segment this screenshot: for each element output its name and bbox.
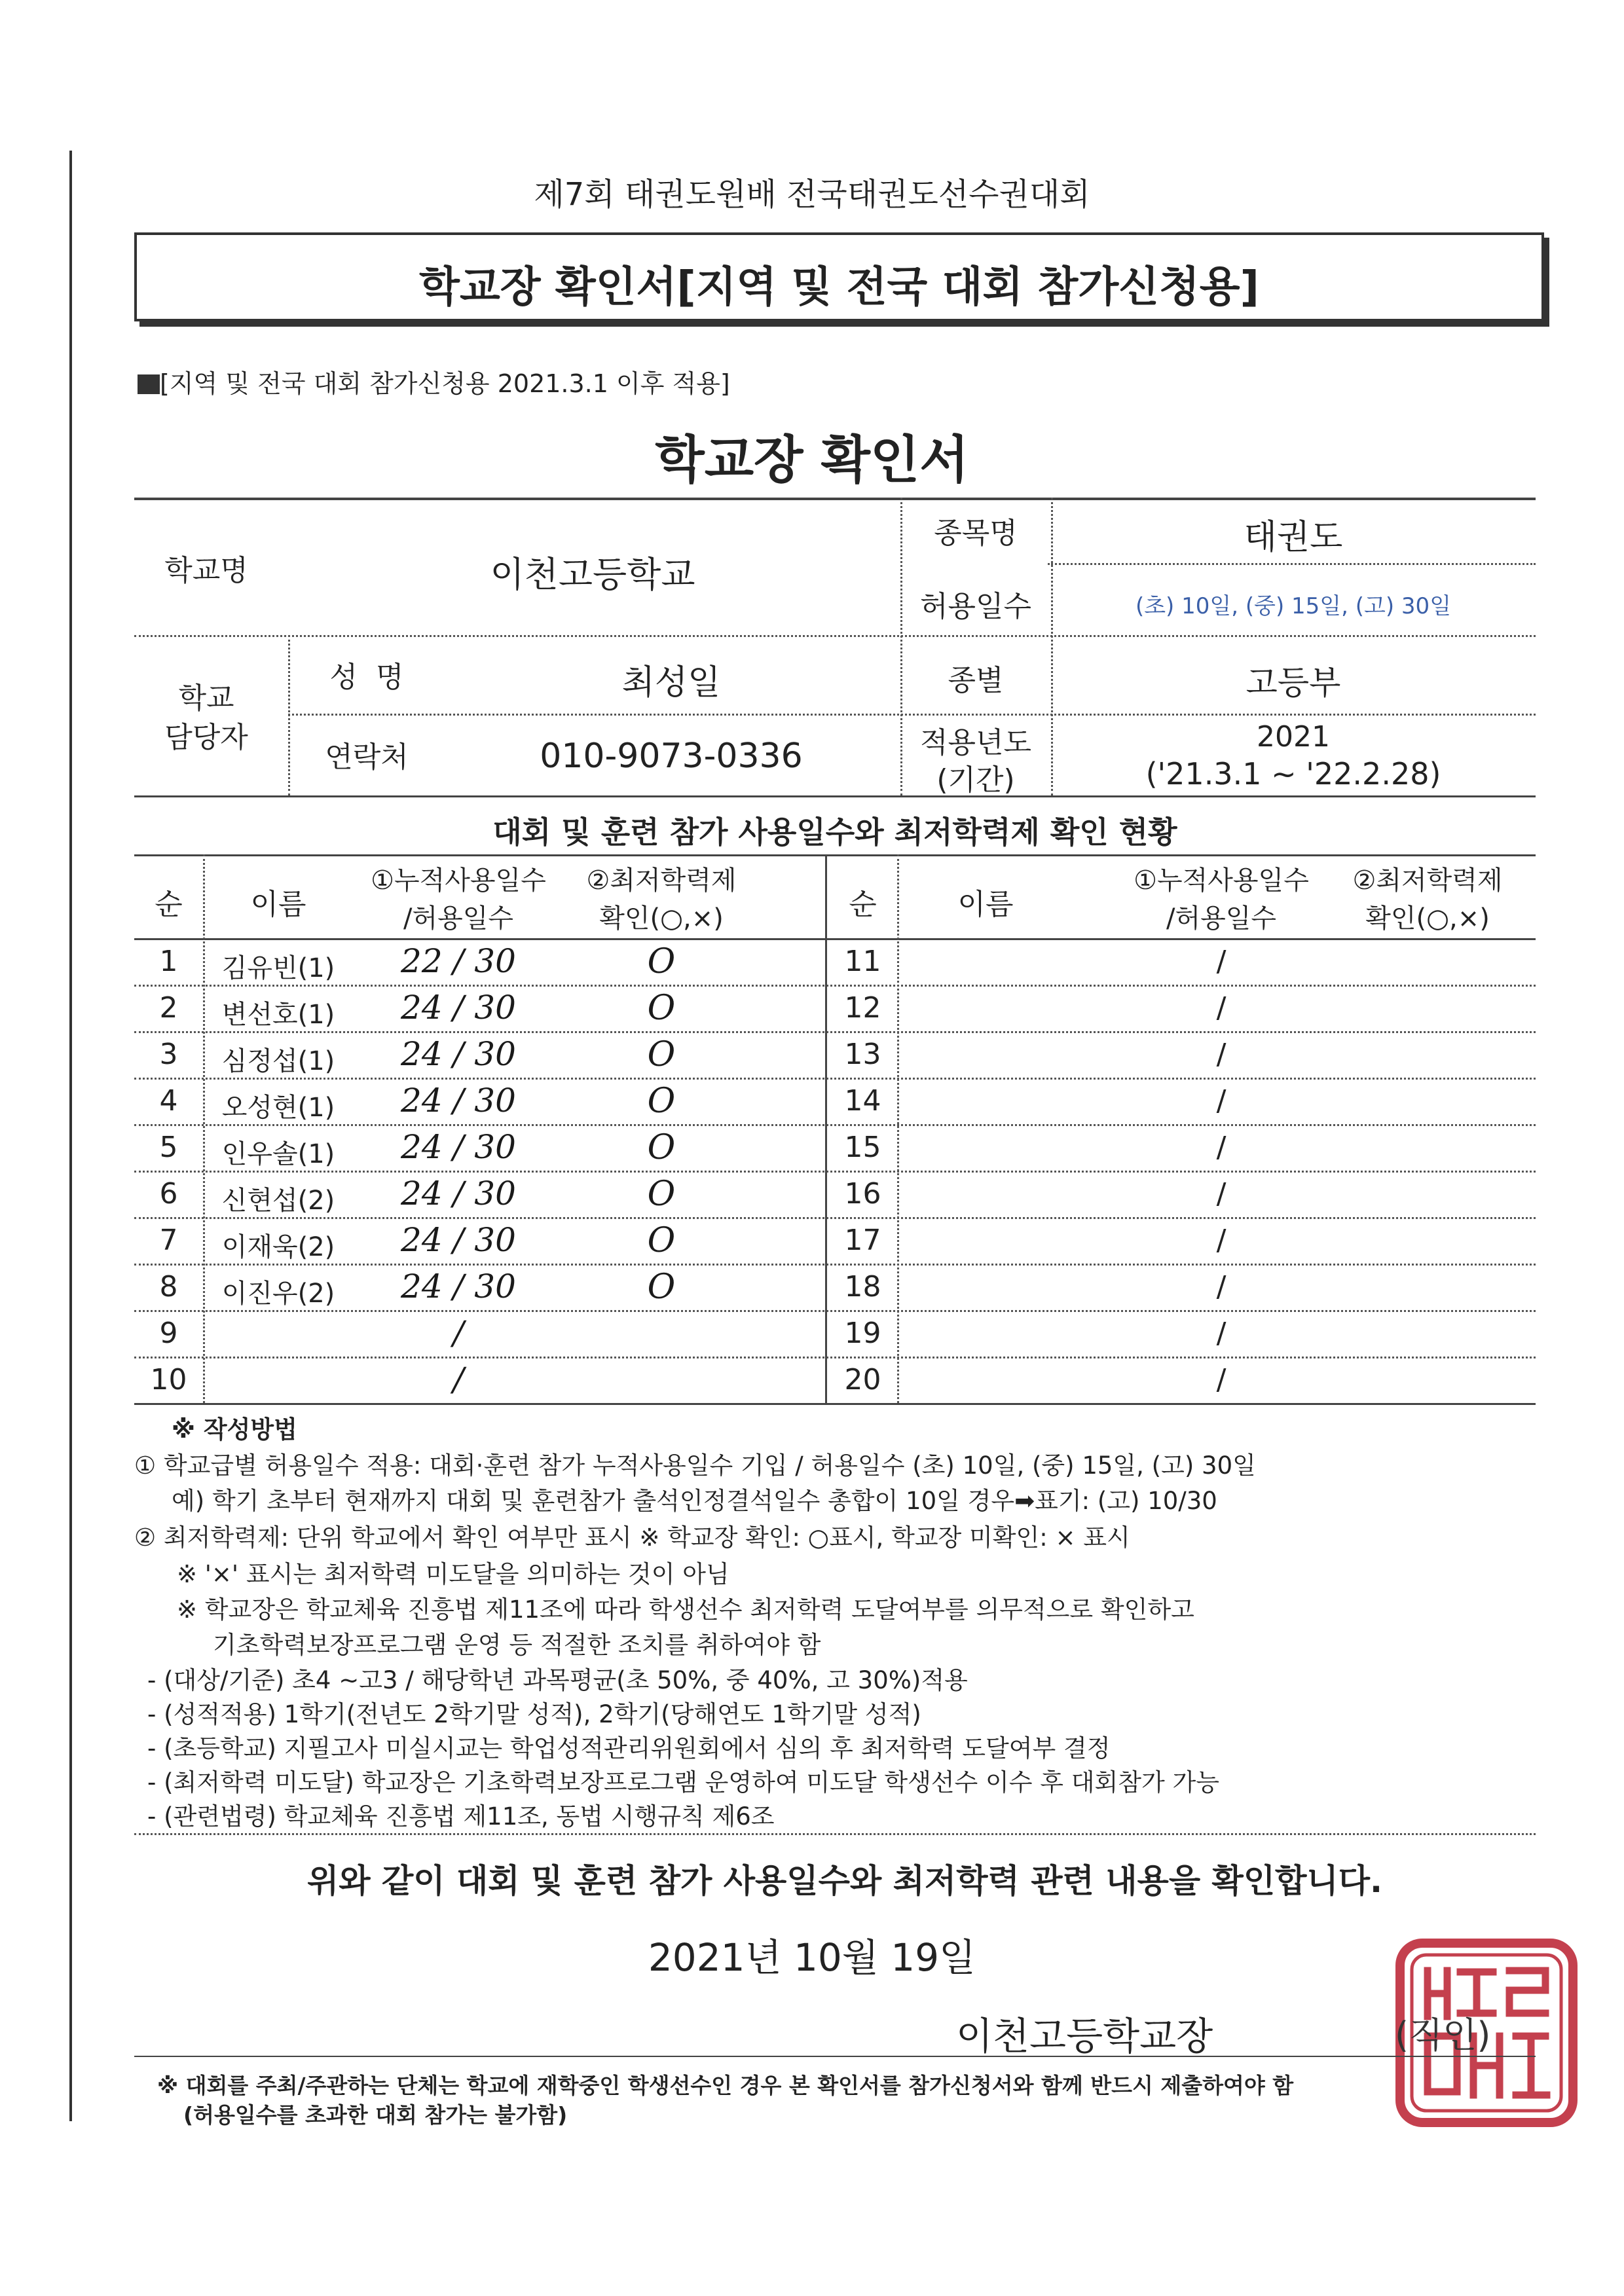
- header-name-right: 이름: [957, 888, 1014, 921]
- row-no: 14: [844, 1084, 881, 1118]
- table-header-line: [134, 938, 1536, 940]
- row-name: 이재욱(2): [221, 1232, 335, 1262]
- year-label-1: 적용년도: [919, 726, 1031, 759]
- row-days: /: [1216, 1131, 1227, 1164]
- footer-line-2: (허용일수를 초과한 대회 참가는 불가함): [183, 2102, 568, 2128]
- note-2-c: 기초학력보장프로그램 운영 등 적절한 조치를 취하여야 함: [213, 1631, 821, 1659]
- row-no: 12: [844, 991, 881, 1025]
- confirm-statement: 위와 같이 대회 및 훈련 참가 사용일수와 최저학력 관련 내용을 확인합니다.: [306, 1862, 1383, 1900]
- table-title: 대회 및 훈련 참가 사용일수와 최저학력제 확인 현황: [492, 814, 1177, 850]
- row-no: 5: [159, 1131, 178, 1164]
- row-no: 19: [844, 1317, 881, 1350]
- contact-value: 010-9073-0336: [540, 737, 803, 776]
- row-days: /: [1216, 1224, 1227, 1257]
- row-days: /: [1216, 945, 1227, 978]
- row-line-1: [134, 985, 1536, 987]
- row-days: 24 / 30: [401, 989, 516, 1027]
- row-check: O: [647, 1175, 676, 1214]
- detail-2: - (성적적용) 1학기(전년도 2학기말 성적), 2학기(당해연도 1학기말 성적): [147, 1700, 921, 1728]
- main-title: 학교장 확인서: [655, 431, 969, 490]
- row-name: 심정섭(1): [221, 1046, 335, 1076]
- table-bottom-line: [134, 1403, 1536, 1405]
- row-line-7: [134, 1264, 1536, 1266]
- row-no: 15: [844, 1131, 881, 1164]
- row-name: 인우솔(1): [221, 1139, 335, 1169]
- info-line-sport: [1048, 563, 1536, 565]
- sport-value: 태권도: [1244, 518, 1343, 557]
- row-line-2: [134, 1031, 1536, 1033]
- row-days: /: [1216, 1363, 1227, 1396]
- row-no: 7: [159, 1224, 178, 1257]
- year-value-2: ('21.3.1 ~ '22.2.28): [1145, 756, 1441, 792]
- header-check-left-2: 확인(○,×): [599, 903, 724, 934]
- table-top-line: [134, 854, 1536, 856]
- row-no: 8: [159, 1270, 178, 1303]
- row-days: /: [1216, 1317, 1227, 1350]
- row-line-9: [134, 1357, 1536, 1358]
- header-days-left-2: /허용일수: [403, 903, 514, 934]
- manager-label-1: 학교: [178, 682, 234, 715]
- row-check: O: [647, 1221, 676, 1260]
- contact-label: 연락처: [325, 740, 409, 774]
- info-line-manager: [288, 714, 1536, 716]
- row-no: 13: [844, 1038, 881, 1071]
- row-days: /: [1216, 1177, 1227, 1211]
- name-label: 성 명: [329, 661, 404, 694]
- title-box: [134, 232, 1544, 321]
- note-2-a: ※ '×' 표시는 최저학력 미도달을 의미하는 것이 아님: [177, 1560, 729, 1588]
- table-vline-right-1: [897, 854, 899, 1403]
- header-days-left-1: ①누적사용일수: [371, 866, 546, 896]
- row-check: O: [647, 1082, 676, 1121]
- row-name: 오성현(1): [221, 1093, 335, 1123]
- row-line-8: [134, 1310, 1536, 1312]
- row-check: O: [647, 989, 676, 1028]
- allowed-value: (초) 10일, (중) 15일, (고) 30일: [1135, 593, 1452, 619]
- row-no: 6: [159, 1177, 178, 1211]
- school-value: 이천고등학교: [490, 554, 695, 595]
- header-days-right-2: /허용일수: [1166, 903, 1277, 934]
- row-days: 24 / 30: [401, 1128, 516, 1166]
- row-check: O: [647, 1035, 676, 1074]
- principal-name: 이천고등학교장: [956, 2014, 1213, 2058]
- notes-heading: ※ 작성방법: [172, 1415, 297, 1444]
- row-days: /: [1216, 991, 1227, 1025]
- row-line-4: [134, 1124, 1536, 1126]
- subheader-text: [지역 및 전국 대회 참가신청용 2021.3.1 이후 적용]: [160, 369, 730, 398]
- footer-line-1: ※ 대회를 주최/주관하는 단체는 학교에 재학중인 학생선수인 경우 본 확인서를 참가신청서와 함께 반드시 제출하여야 함: [157, 2073, 1294, 2098]
- note-1: ① 학교급별 허용일수 적용: 대회·훈련 참가 누적사용일수 기입 / 허용일수 (초) 10일, (중) 15일, (고) 30일: [134, 1451, 1256, 1480]
- row-days: 24 / 30: [401, 1082, 516, 1120]
- manager-label-2: 담당자: [164, 721, 248, 754]
- row-days: 24 / 30: [401, 1267, 516, 1305]
- header-name-left: 이름: [250, 888, 306, 921]
- subheader: [138, 363, 730, 399]
- header-check-right-1: ②최저학력제: [1352, 866, 1503, 896]
- row-no: 9: [159, 1317, 178, 1350]
- name-value: 최성일: [621, 663, 721, 702]
- confirm-date: 2021년 10월 19일: [648, 1935, 976, 1980]
- row-no: 18: [844, 1270, 881, 1303]
- row-no: 17: [844, 1224, 881, 1257]
- row-no: 10: [150, 1363, 187, 1396]
- row-name: 이진우(2): [221, 1279, 335, 1309]
- year-value-1: 2021: [1257, 720, 1330, 754]
- row-check: O: [647, 1128, 676, 1167]
- row-name: 신현섭(2): [221, 1186, 335, 1216]
- row-line-3: [134, 1078, 1536, 1080]
- detail-1: - (대상/기준) 초4 ~고3 / 해당학년 과목평균(초 50%, 중 40%, 고 30%)적용: [147, 1666, 968, 1694]
- header-no-left: 순: [155, 888, 183, 921]
- row-no: 2: [159, 991, 178, 1025]
- title-box-text: 학교장 확인서[지역 및 전국 대회 참가신청용]: [419, 263, 1259, 312]
- detail-4: - (최저학력 미도달) 학교장은 기초학력보장프로그램 운영하여 미도달 학생선수 이수 후 대회참가 가능: [147, 1768, 1220, 1796]
- note-2-b: ※ 학교장은 학교체육 진흥법 제11조에 따라 학생선수 최저학력 도달여부를 의무적으로 확인하고: [177, 1595, 1194, 1624]
- table-vline-left-1: [203, 854, 205, 1403]
- row-no: 11: [844, 945, 881, 978]
- header-check-left-1: ②최저학력제: [586, 866, 737, 896]
- allowed-label: 허용일수: [919, 590, 1031, 623]
- year-label-2: (기간): [936, 763, 1015, 797]
- seal-label: (직인): [1395, 2014, 1491, 2056]
- event-title: 제7회 태권도원배 전국태권도선수권대회: [534, 176, 1090, 213]
- row-no: 4: [159, 1084, 178, 1118]
- detail-3: - (초등학교) 지필고사 미실시교는 학업성적관리위원회에서 심의 후 최저학력 도달여부 결정: [147, 1734, 1111, 1762]
- division-label: 종별: [948, 664, 1004, 697]
- header-no-right: 순: [849, 888, 877, 921]
- detail-5: - (관련법령) 학교체육 진흥법 제11조, 동법 시행규칙 제6조: [147, 1802, 775, 1831]
- row-no: 16: [844, 1177, 881, 1211]
- info-top-line: [134, 498, 1536, 500]
- row-days: 22 / 30: [401, 942, 516, 980]
- row-days: /: [452, 1360, 464, 1398]
- row-no: 3: [159, 1038, 178, 1071]
- row-name: 김유빈(1): [221, 953, 335, 983]
- row-days: /: [452, 1314, 464, 1352]
- info-line-school: [134, 635, 1536, 637]
- school-label: 학교명: [164, 554, 248, 587]
- roster-table: [134, 854, 1536, 1403]
- footer-line: [134, 2056, 1536, 2057]
- row-days: /: [1216, 1084, 1227, 1118]
- row-days: 24 / 30: [401, 1175, 516, 1212]
- row-check: O: [647, 942, 676, 981]
- info-bottom-line: [134, 795, 1536, 797]
- header-check-right-2: 확인(○,×): [1365, 903, 1490, 934]
- note-1-example: 예) 학기 초부터 현재까지 대회 및 훈련참가 출석인정결석일수 총합이 10일 경우➡표기: (고) 10/30: [172, 1487, 1217, 1515]
- row-days: 24 / 30: [401, 1221, 516, 1259]
- row-no: 20: [844, 1363, 881, 1396]
- row-line-6: [134, 1217, 1536, 1219]
- note-2: ② 최저학력제: 단위 학교에서 확인 여부만 표시 ※ 학교장 확인: ○표시, 학교장 미확인: × 표시: [134, 1523, 1130, 1552]
- table-center-line: [825, 854, 827, 1403]
- row-line-5: [134, 1171, 1536, 1173]
- division-value: 고등부: [1246, 664, 1341, 702]
- square-bullet-icon: [138, 374, 160, 394]
- row-check: O: [647, 1267, 676, 1307]
- sport-label: 종목명: [934, 517, 1018, 550]
- header-days-right-1: ①누적사용일수: [1134, 866, 1309, 896]
- notes-bottom-line: [134, 1833, 1536, 1835]
- row-name: 변선호(1): [221, 1000, 335, 1030]
- row-days: 24 / 30: [401, 1035, 516, 1073]
- row-days: /: [1216, 1038, 1227, 1071]
- row-no: 1: [159, 945, 178, 978]
- row-days: /: [1216, 1270, 1227, 1303]
